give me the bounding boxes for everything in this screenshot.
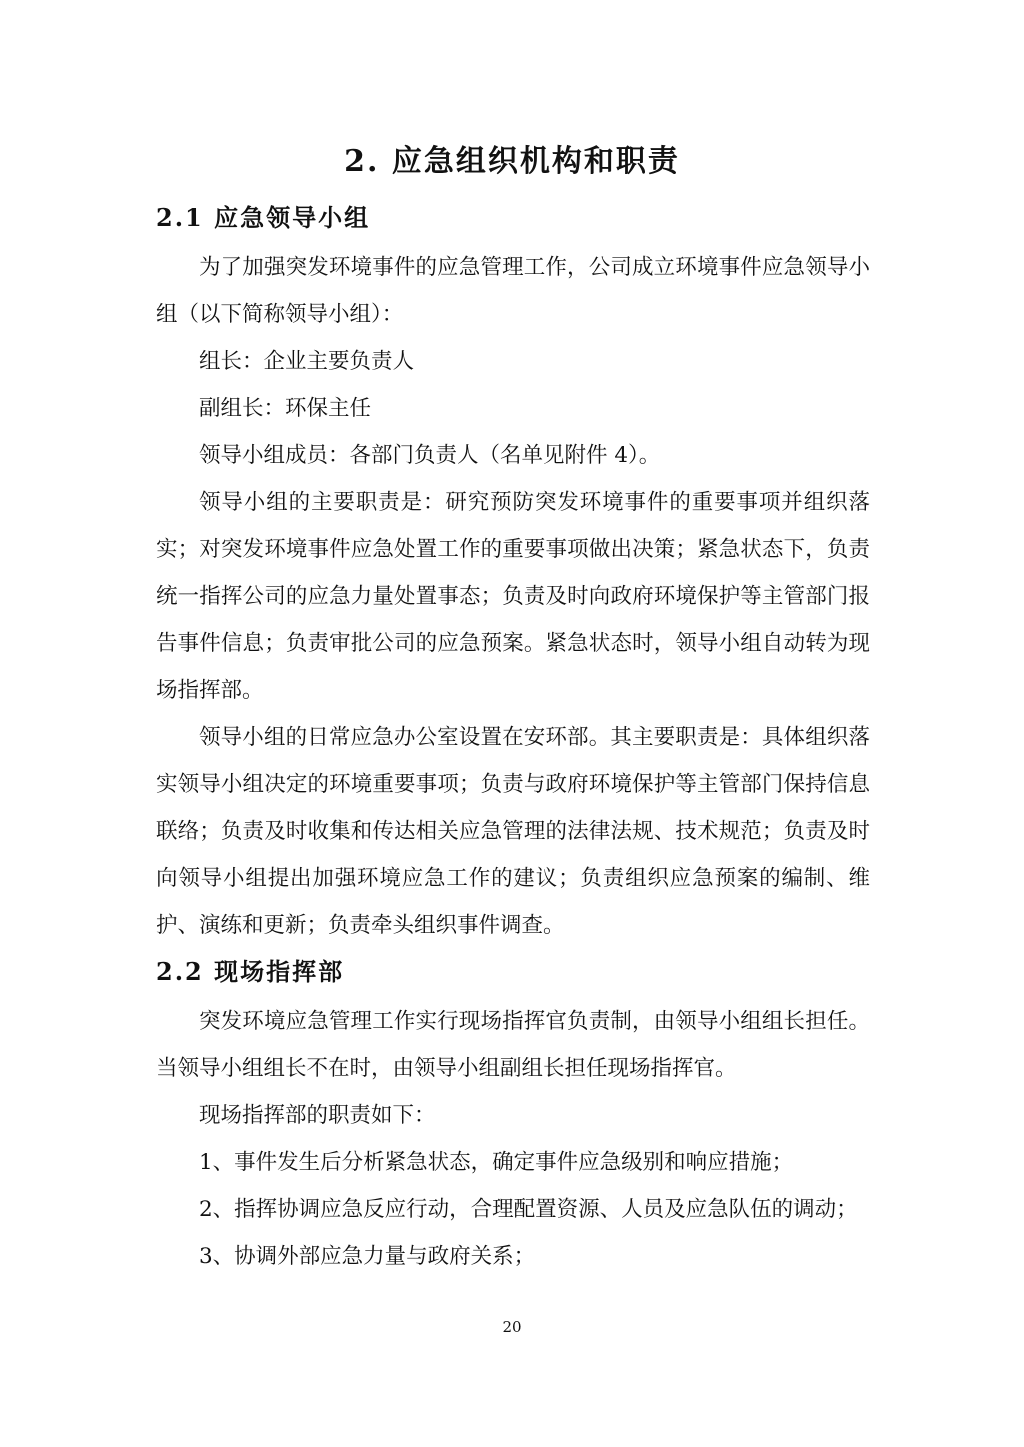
paragraph: 组长：企业主要负责人	[199, 349, 415, 374]
list-item: 3、协调外部应急力量与政府关系；	[199, 1244, 536, 1269]
section-heading-2-2: 2.2 现场指挥部	[156, 957, 345, 986]
paragraph: 领导小组的主要职责是：研究预防突发环境事件的重要事项并组织落实；对突发环境事件应急处置工作的重要事项做出决策；紧急状态下，负责统一指挥公司的应急力量处置事态；负责及时向政府环境保护等主管部门报告事件信息；负责审批公司的应急预案。紧急状态时，领导小组自动转为现场指挥部。	[156, 490, 870, 703]
page-number: 20	[502, 1318, 522, 1336]
section-body-2-2	[156, 998, 870, 1280]
paragraph: 现场指挥部的职责如下：	[199, 1103, 436, 1128]
section-heading-2-1: 2.1 应急领导小组	[156, 203, 371, 232]
chapter-title: 2. 应急组织机构和职责	[344, 144, 680, 179]
paragraph: 突发环境应急管理工作实行现场指挥官负责制，由领导小组组长担任。当领导小组组长不在时，由领导小组副组长担任现场指挥官。	[156, 1009, 870, 1081]
paragraph: 副组长：环保主任	[199, 396, 372, 421]
list-item: 1、事件发生后分析紧急状态，确定事件应急级别和响应措施；	[199, 1150, 794, 1175]
section-body-2-1	[156, 244, 870, 949]
paragraph: 为了加强突发环境事件的应急管理工作，公司成立环境事件应急领导小组（以下简称领导小组）：	[156, 255, 870, 327]
list-item: 2、指挥协调应急反应行动，合理配置资源、人员及应急队伍的调动；	[199, 1197, 858, 1222]
paragraph: 领导小组成员：各部门负责人（名单见附件 4）。	[199, 443, 661, 468]
paragraph: 领导小组的日常应急办公室设置在安环部。其主要职责是：具体组织落实领导小组决定的环境重要事项；负责与政府环境保护等主管部门保持信息联络；负责及时收集和传达相关应急管理的法律法规、技术规范；负责及时向领导小组提出加强环境应急工作的建议；负责组织应急预案的编制、维护、演练和更新；负责牵头组织事件调查。	[156, 725, 870, 938]
